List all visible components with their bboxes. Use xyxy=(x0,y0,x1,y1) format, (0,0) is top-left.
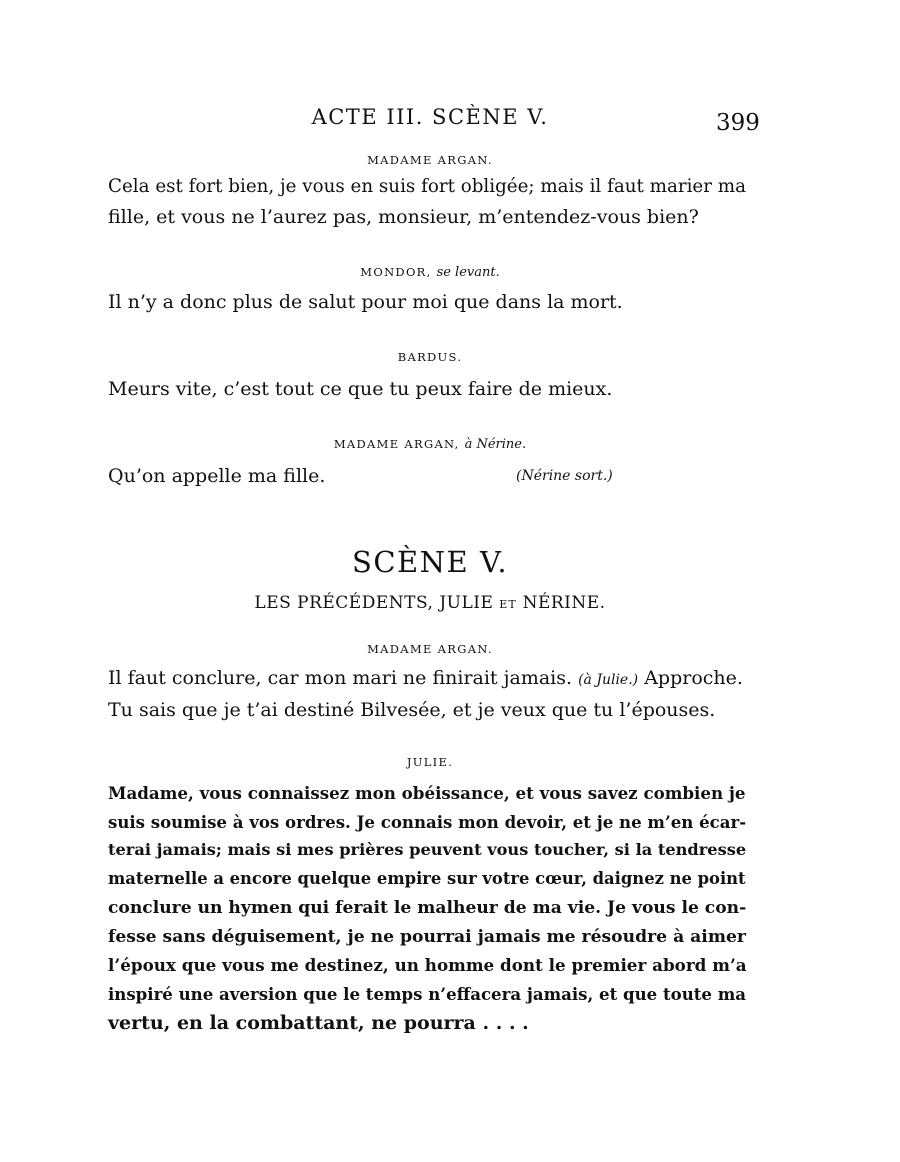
stage-direction: à Nérine. xyxy=(464,437,527,452)
speech-mondor xyxy=(108,287,753,317)
speech-bardus xyxy=(108,374,753,404)
speech-line xyxy=(108,663,753,695)
speech-line: conclure un hymen qui ferait le malheur de ma vie. Je vous le con- xyxy=(108,897,747,918)
cast-connector: ET xyxy=(499,598,517,611)
speaker-name: JULIE. xyxy=(406,755,454,769)
stage-direction: (à Julie.) xyxy=(578,672,639,688)
stage-direction-exit: (Nérine sort.) xyxy=(516,468,613,484)
speaker-julie xyxy=(0,755,860,769)
speech-line: Tu sais que je t’ai destiné Bilvesée, et je veux que tu l’épouses. xyxy=(108,699,716,721)
speaker-mondor xyxy=(0,265,860,280)
speech-line: maternelle a encore quelque empire sur votre cœur, daignez ne point xyxy=(108,869,746,889)
running-head: ACTE III. SCÈNE V. xyxy=(311,105,549,129)
stage-direction: se levant. xyxy=(436,265,500,280)
speech-line: fesse sans déguisement, je ne pourrai jamais me résoudre à aimer xyxy=(108,926,746,947)
scene-cast xyxy=(0,593,860,613)
speech-line: inspiré une aversion que le temps n’effacera jamais, et que toute ma xyxy=(108,983,747,1004)
cast-part1: LES PRÉCÉDENTS, JULIE xyxy=(254,593,494,613)
speech-line: fille, et vous ne l’aurez pas, monsieur, m’entendez-vous bien? xyxy=(108,206,699,228)
cast-part2: NÉRINE. xyxy=(522,593,606,613)
speech-line: Qu’on appelle ma fille. xyxy=(108,465,326,487)
speech-julie xyxy=(108,779,753,1037)
speaker-name: MONDOR, xyxy=(360,265,432,279)
speech-madame-argan xyxy=(108,461,753,491)
speech-line: terai jamais; mais si mes prières peuvent vous toucher, si la tendresse xyxy=(108,840,747,860)
scene-title: SCÈNE V. xyxy=(351,545,509,579)
speech-text: Approche. xyxy=(644,667,743,689)
page-number: 399 xyxy=(716,110,760,136)
speaker-name: MADAME ARGAN. xyxy=(367,642,493,656)
speech-line: Madame, vous connaissez mon obéissance, et vous savez combien je xyxy=(108,783,746,803)
speaker-name: MADAME ARGAN, xyxy=(333,437,460,451)
speech-madame-argan xyxy=(108,663,753,725)
speaker-madame-argan xyxy=(0,153,860,167)
speaker-bardus xyxy=(0,350,860,364)
speaker-name: BARDUS. xyxy=(397,350,463,364)
speech-line: Cela est fort bien, je vous en suis fort obligée; mais il faut marier ma xyxy=(108,176,746,197)
speaker-madame-argan xyxy=(0,437,860,452)
speech-line: Il n’y a donc plus de salut pour moi que dans la mort. xyxy=(108,291,623,313)
speech-line: Meurs vite, c’est tout ce que tu peux faire de mieux. xyxy=(108,378,613,400)
speech-line: l’époux que vous me destinez, un homme dont le premier abord m’a xyxy=(108,955,747,976)
speech-text: Il faut conclure, car mon mari ne finirait jamais. xyxy=(108,667,573,689)
speech-line: suis soumise à vos ordres. Je connais mon devoir, et je ne m’en écar- xyxy=(108,811,747,832)
speech-madame-argan xyxy=(108,172,753,232)
speaker-madame-argan xyxy=(0,642,860,656)
speech-line: vertu, en la combattant, ne pourra . . . . xyxy=(108,1011,529,1034)
speaker-name: MADAME ARGAN. xyxy=(367,153,493,167)
